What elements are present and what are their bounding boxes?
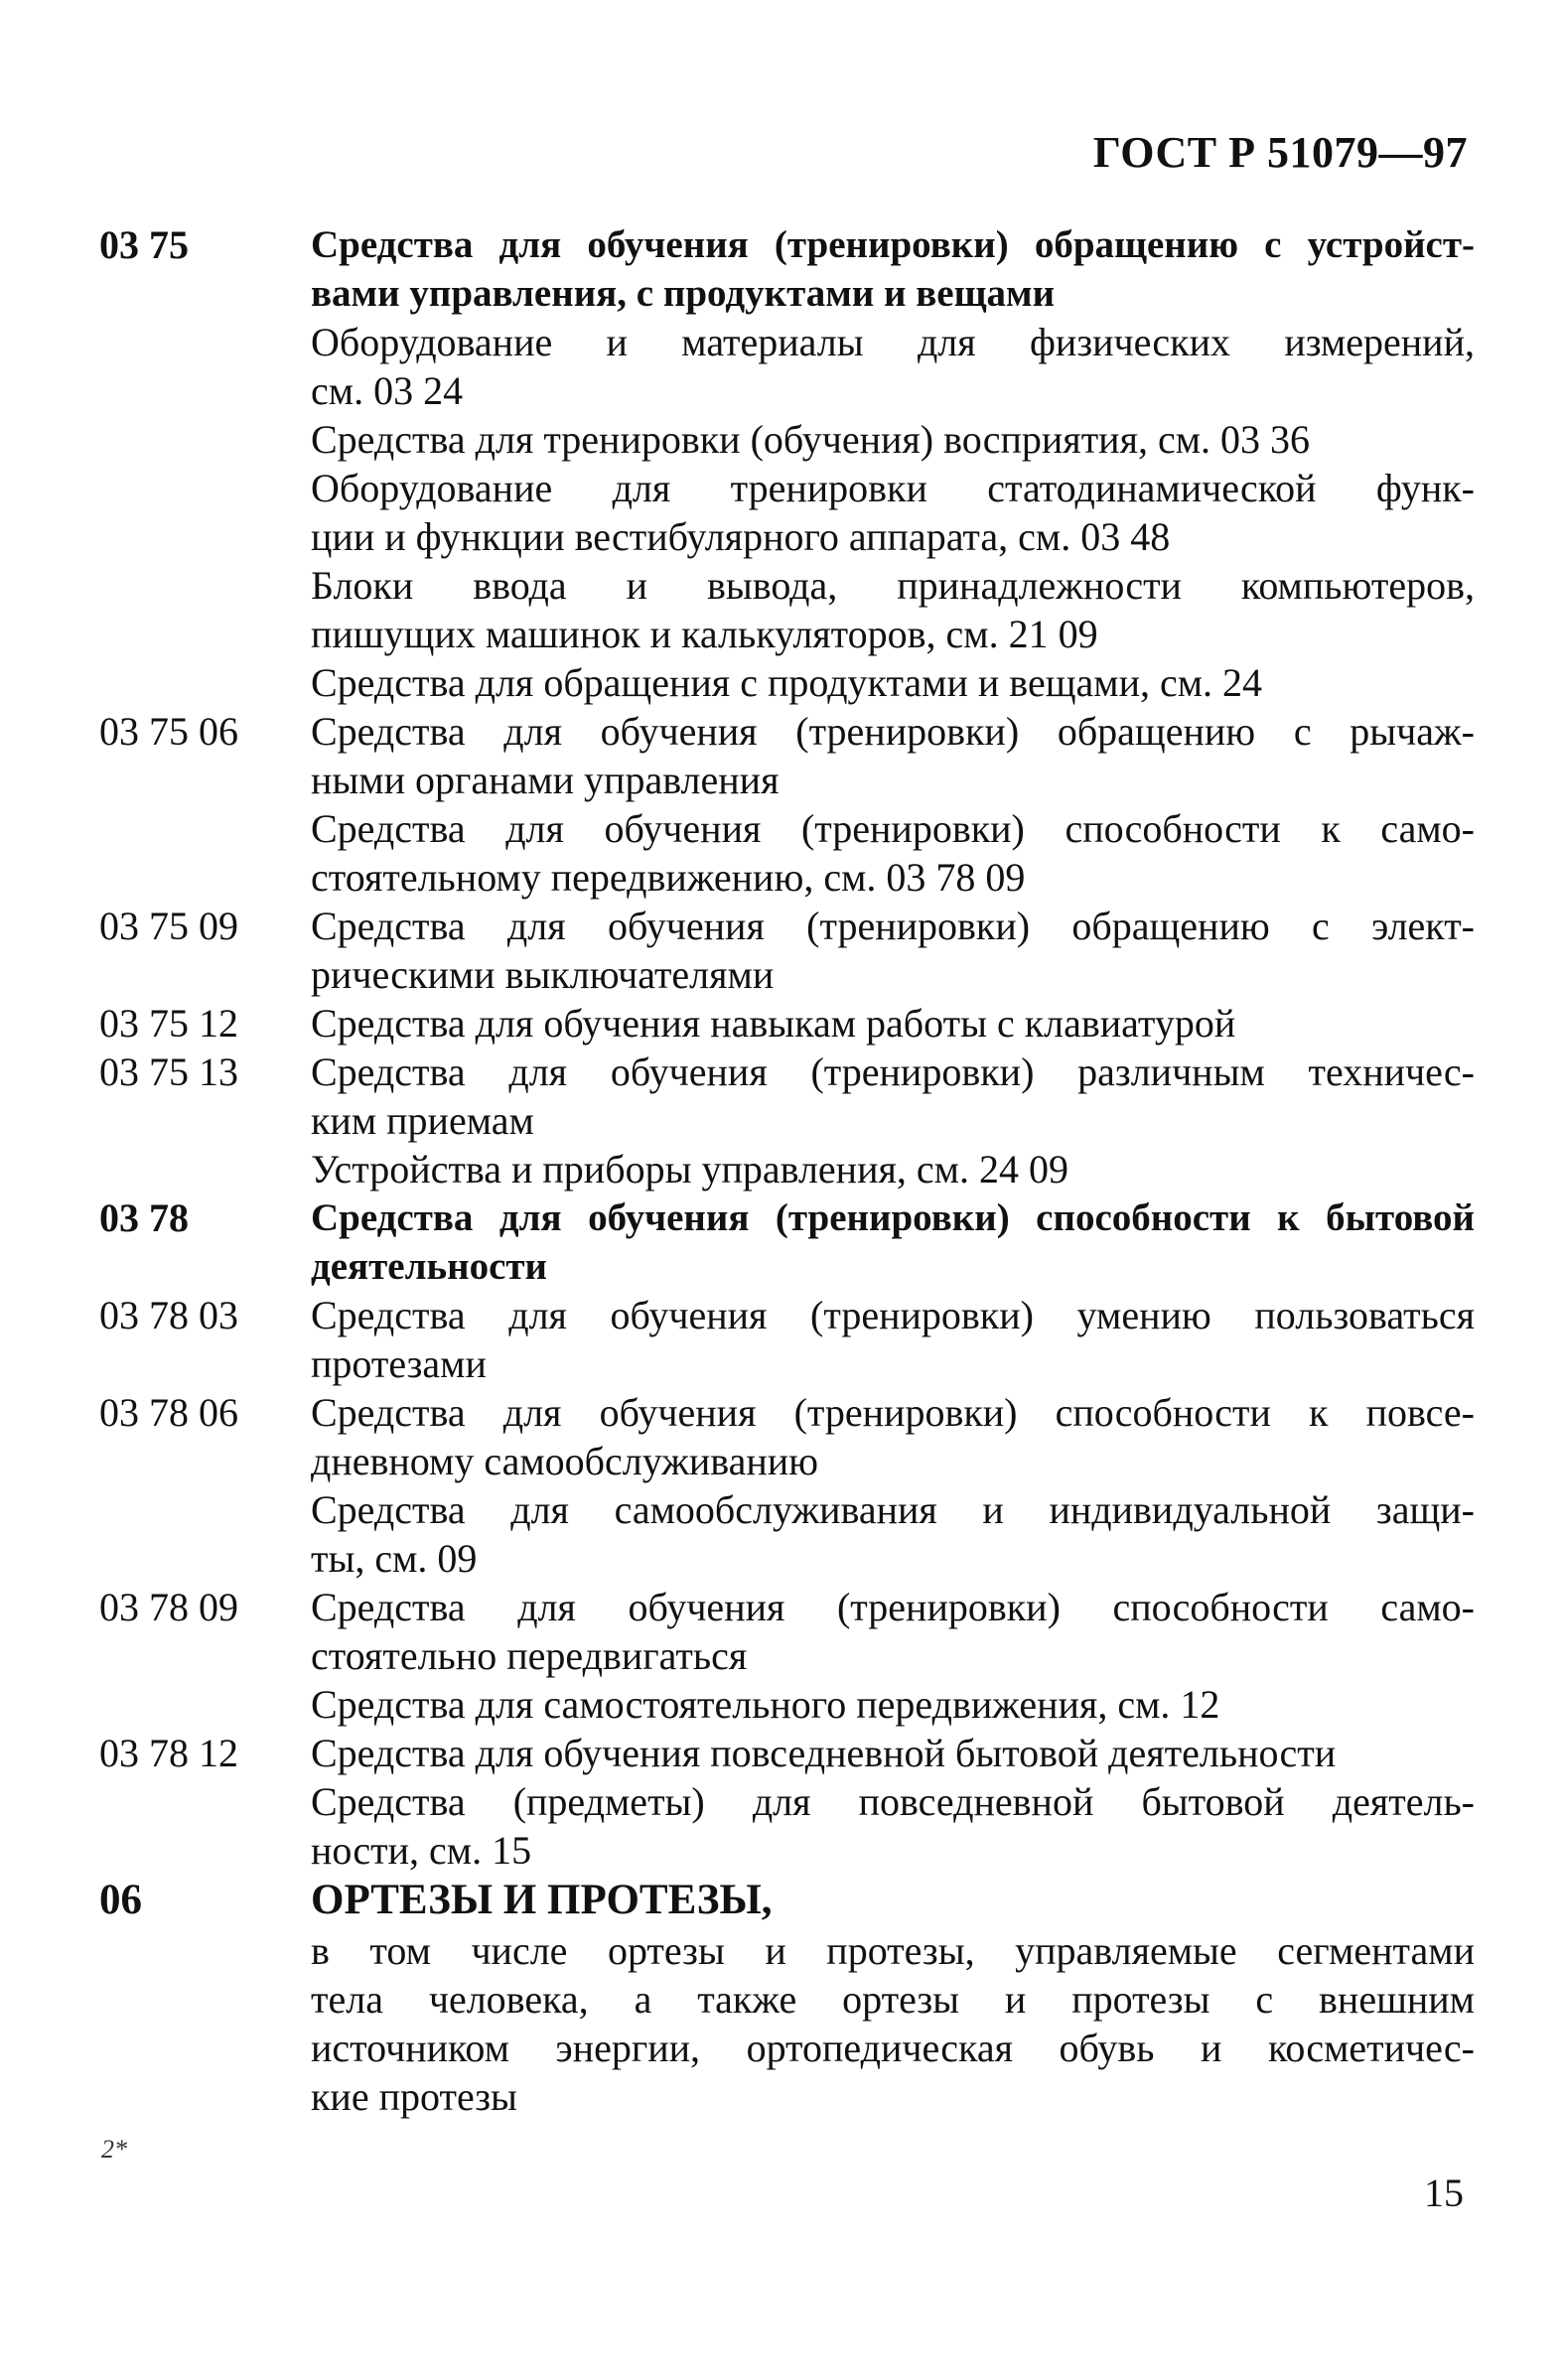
entry-text [311, 1193, 1475, 1291]
entry-title-line: Средства для обучения (тренировки) способности к повсе- [311, 1390, 1475, 1435]
entry-title-line: стоятельно передвигаться [311, 1633, 748, 1678]
section-description-line: тела человека, а также ортезы и протезы с внешним [311, 1977, 1475, 2022]
cross-reference-line: Оборудование и материалы для физических измерений, [311, 320, 1475, 364]
entry-title-line: ными органами управления [311, 758, 780, 802]
entry-title-line: Средства для обучения (тренировки) умению пользоваться [311, 1293, 1475, 1337]
entry-code: 03 75 13 [99, 1050, 238, 1094]
entry-03-78-03 [99, 1291, 1475, 1388]
entry-03-78-09 [99, 1583, 1475, 1729]
entry-text [311, 1583, 1475, 1729]
cross-reference-line: стоятельному передвижению, см. 03 78 09 [311, 855, 1026, 900]
cross-reference-line: Устройства и приборы управления, см. 24 09 [311, 1147, 1068, 1191]
entry-title-line: Средства для обучения навыкам работы с клавиатурой [311, 1001, 1236, 1046]
entry-text [311, 220, 1475, 707]
entry-title-line: вами управления, с продуктами и вещами [311, 272, 1056, 315]
section-description-line: в том числе ортезы и протезы, управляемые сегментами [311, 1928, 1475, 1973]
entry-text [311, 707, 1475, 902]
cross-reference-line: см. 03 24 [311, 368, 464, 413]
entry-code: 03 78 03 [99, 1293, 238, 1337]
entry-text [311, 1388, 1475, 1583]
entry-title-line: Средства для обучения (тренировки) обращению с элект- [311, 904, 1475, 948]
entry-title-line: Средства для обучения (тренировки) различным техничес- [311, 1050, 1475, 1094]
entry-code: 03 78 09 [99, 1585, 238, 1629]
section-description-line: кие протезы [311, 2074, 517, 2119]
cross-reference-line: Блоки ввода и вывода, принадлежности компьютеров, [311, 563, 1475, 608]
entry-03-75-09 [99, 902, 1475, 999]
entry-code: 03 78 [99, 1195, 189, 1240]
cross-reference-line: ты, см. 09 [311, 1536, 478, 1581]
entry-code: 03 78 06 [99, 1390, 238, 1435]
entry-code: 06 [99, 1877, 142, 1923]
entry-code: 03 78 12 [99, 1731, 238, 1775]
entry-title-line: дневному самообслуживанию [311, 1439, 819, 1483]
entry-text [311, 902, 1475, 999]
entry-code: 03 75 12 [99, 1001, 238, 1046]
signature-mark: 2* [101, 2135, 127, 2164]
entry-03-75-06 [99, 707, 1475, 902]
entry-title-line: Средства для обучения (тренировки) способности само- [311, 1585, 1475, 1629]
page-number: 15 [1424, 2170, 1464, 2215]
section-heading: ОРТЕЗЫ И ПРОТЕЗЫ, [311, 1877, 773, 1923]
cross-reference-line: Средства для обучения (тренировки) способности к само- [311, 806, 1475, 851]
cross-reference-line: Оборудование для тренировки статодинамической функ- [311, 466, 1475, 510]
section-description-line: источником энергии, ортопедическая обувь и косметичес- [311, 2026, 1475, 2070]
entry-title-line: рическими выключателями [311, 952, 775, 997]
cross-reference-line: ции и функции вестибулярного аппарата, см. 03 48 [311, 514, 1171, 559]
cross-reference-line: ности, см. 15 [311, 1828, 532, 1873]
entry-title-line: ким приемам [311, 1098, 534, 1143]
entry-text [311, 1729, 1475, 1875]
entry-title-line: деятельности [311, 1245, 548, 1288]
cross-reference-line: Средства для самостоятельного передвижения, см. 12 [311, 1682, 1220, 1727]
entry-title-line: Средства для обучения (тренировки) способности к бытовой [311, 1196, 1475, 1239]
entry-code: 03 75 [99, 222, 189, 267]
cross-reference-line: пишущих машинок и калькуляторов, см. 21 09 [311, 612, 1098, 656]
entry-title-line: Средства для обучения (тренировки) обращению с рычаж- [311, 709, 1475, 754]
entry-03-78 [99, 1193, 1475, 1291]
cross-reference-line: Средства для обращения с продуктами и вещами, см. 24 [311, 660, 1263, 705]
entry-text [311, 1875, 1475, 2121]
entry-03-78-12 [99, 1729, 1475, 1875]
entry-title-line: Средства для обучения повседневной бытовой деятельности [311, 1731, 1337, 1775]
cross-reference-line: Средства (предметы) для повседневной бытовой деятель- [311, 1779, 1475, 1824]
entry-03-75-13 [99, 1048, 1475, 1193]
entry-text [311, 1048, 1475, 1193]
entry-text [311, 999, 1475, 1048]
entry-code: 03 75 09 [99, 904, 238, 948]
entry-03-78-06 [99, 1388, 1475, 1583]
running-title: ГОСТ Р 51079—97 [1092, 128, 1468, 177]
classification-entries [99, 220, 1475, 2121]
entry-03-75-12 [99, 999, 1475, 1048]
entry-title-line: Средства для обучения (тренировки) обращению с устройст- [311, 223, 1475, 266]
entry-code: 03 75 06 [99, 709, 238, 754]
entry-title-line: протезами [311, 1341, 487, 1386]
entry-text [311, 1291, 1475, 1388]
cross-reference-line: Средства для самообслуживания и индивидуальной защи- [311, 1487, 1475, 1532]
cross-reference-line: Средства для тренировки (обучения) восприятия, см. 03 36 [311, 417, 1311, 462]
entry-03-75 [99, 220, 1475, 707]
entry-06 [99, 1875, 1475, 2121]
